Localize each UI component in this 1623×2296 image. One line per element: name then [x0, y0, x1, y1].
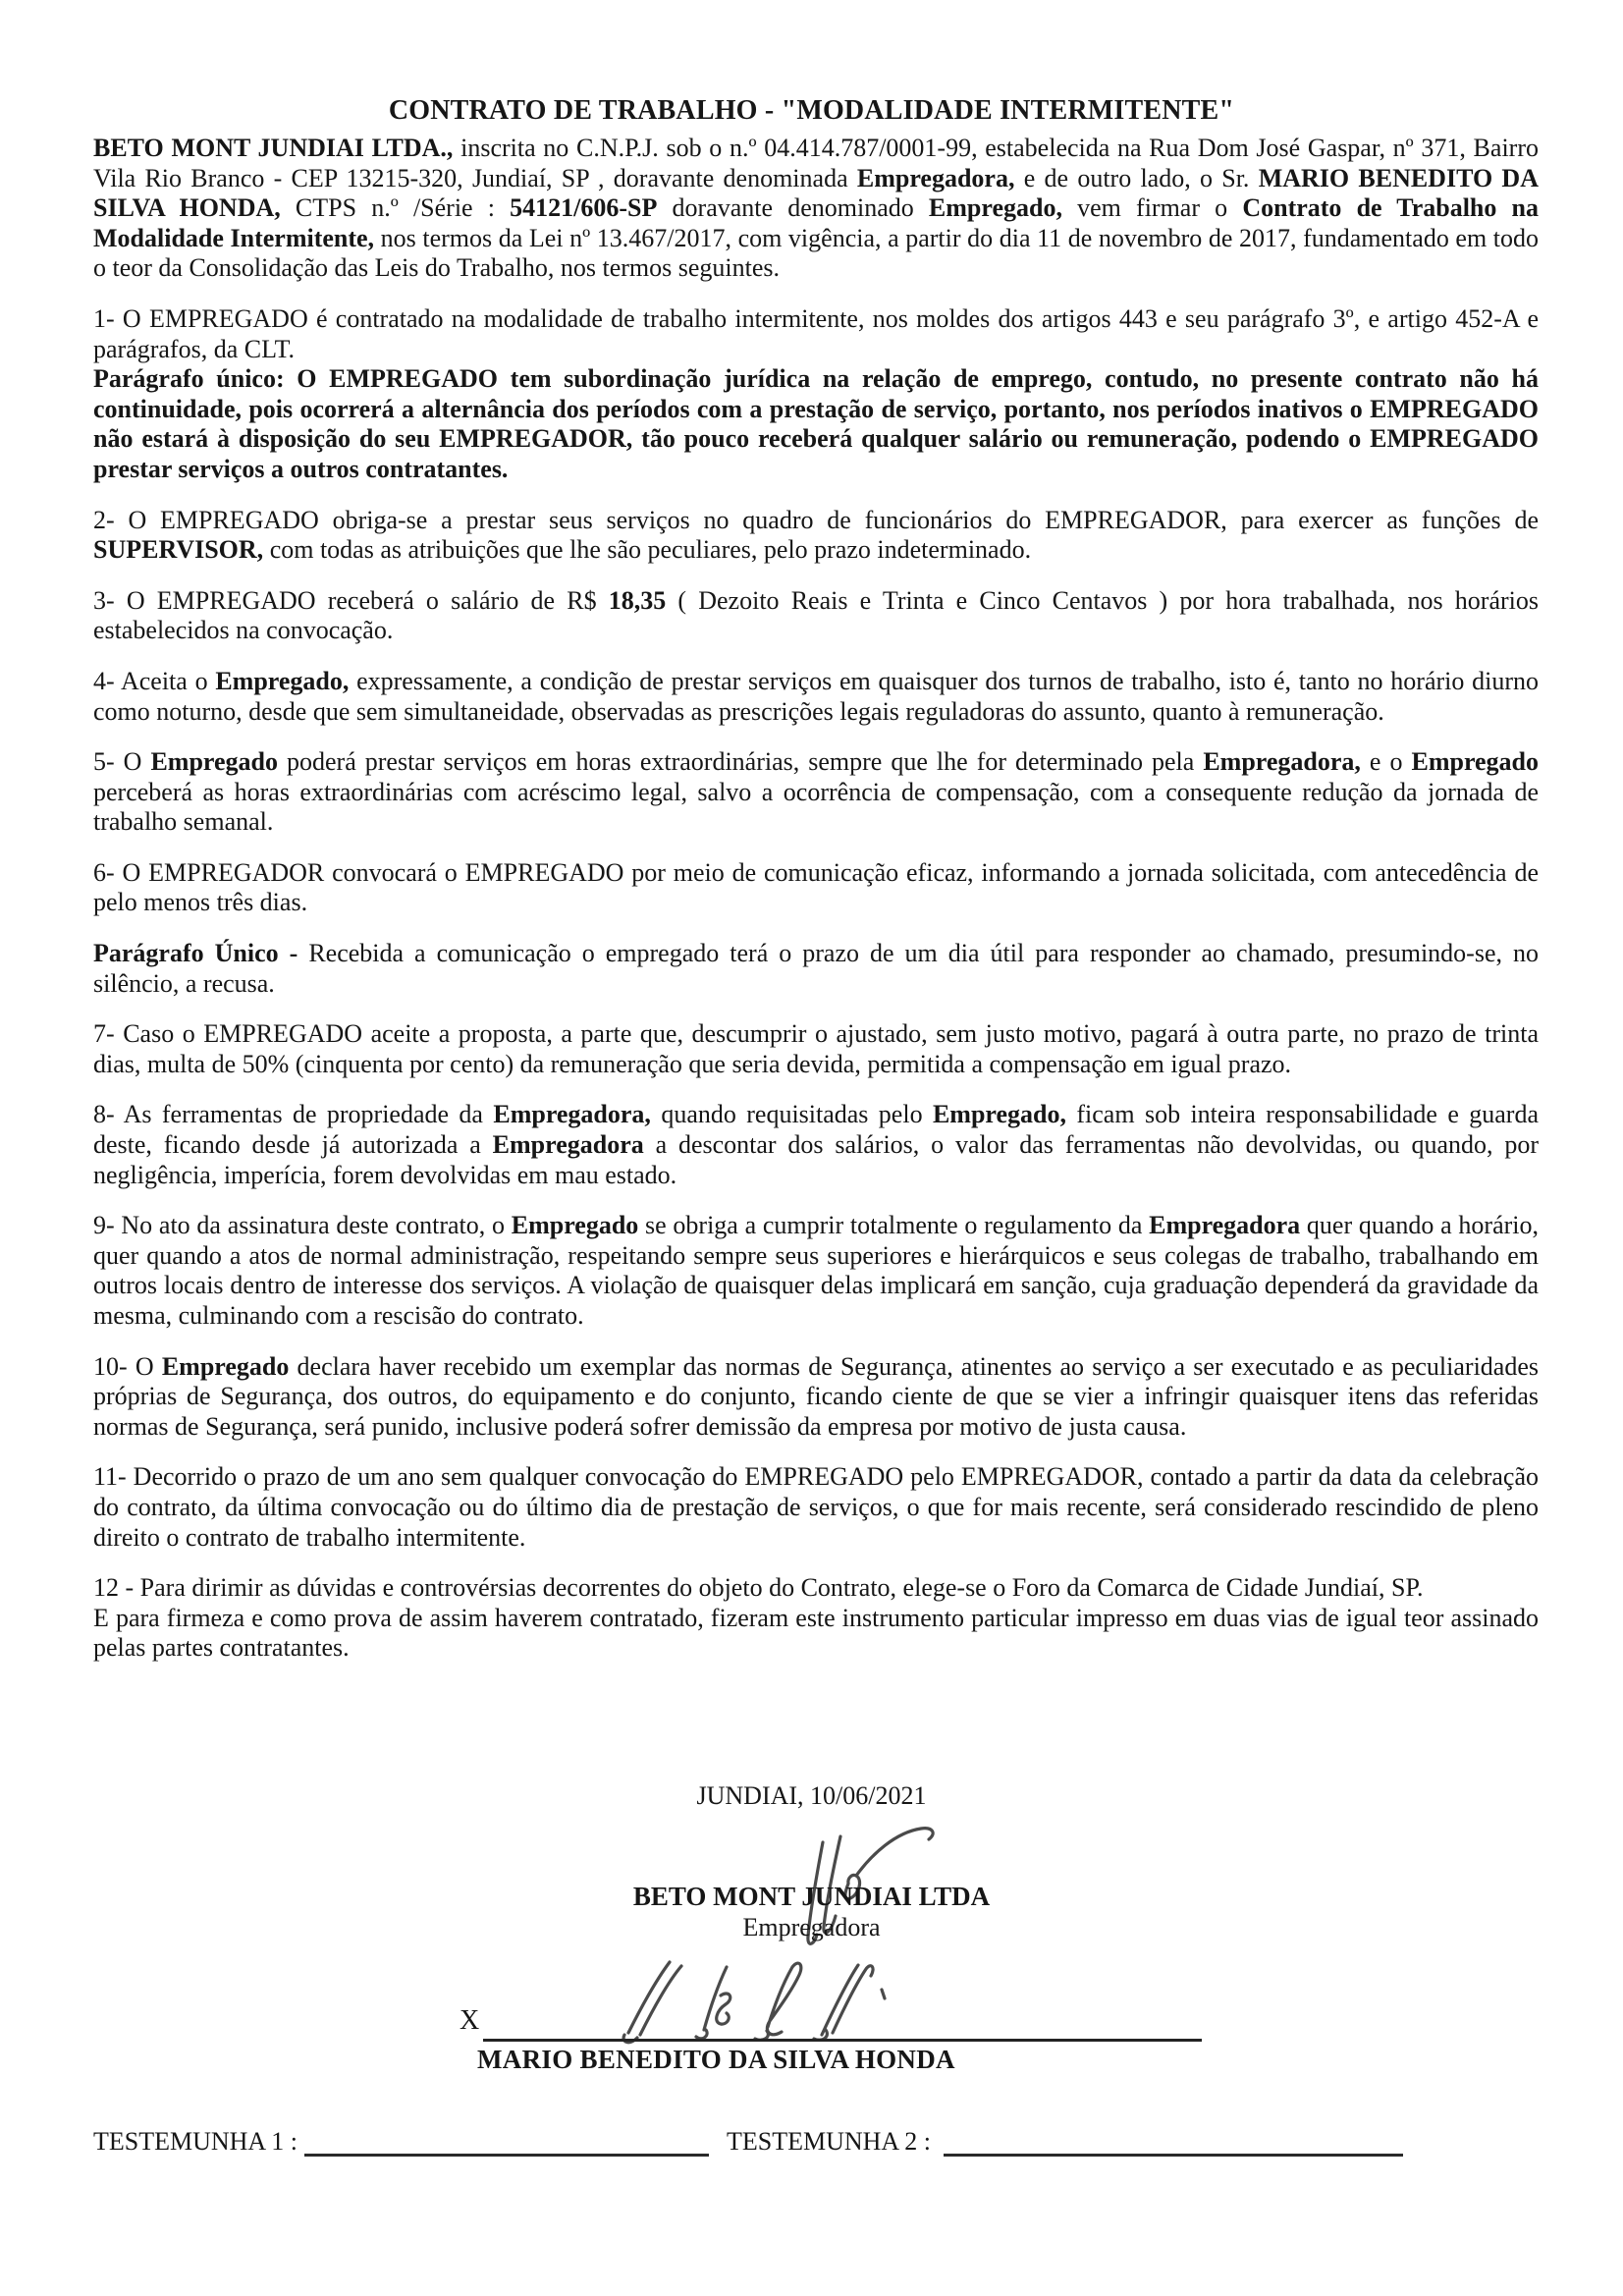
contract-paragraph: 1- O EMPREGADO é contratado na modalidade de trabalho intermitente, nos moldes dos artigos 443 e seu parágrafo 3º, e artigo 452-A e parágrafos, da CLT.	[93, 303, 1539, 363]
document-title: CONTRATO DE TRABALHO - "MODALIDADE INTERMITENTE"	[388, 94, 1235, 126]
contract-paragraph: 3- O EMPREGADO receberá o salário de R$ 18,35 ( Dezoito Reais e Trinta e Cinco Centavos ) por hora trabalhada, nos horários estabelecidos na convocação.	[93, 585, 1539, 645]
contract-paragraph: 4- Aceita o Empregado, expressamente, a condição de prestar serviços em quaisquer dos turnos de trabalho, isto é, tanto no horário diurno como noturno, desde que sem simultaneidade, observadas as prescrições legais reguladoras do assunto, quanto à remuneração.	[93, 666, 1539, 726]
date-line: JUNDIAI, 10/06/2021	[696, 1781, 927, 1810]
witness2-label: TESTEMUNHA 2 :	[727, 2127, 931, 2156]
contract-paragraph: BETO MONT JUNDIAI LTDA., inscrita no C.N.P.J. sob o n.º 04.414.787/0001-99, estabelecida na Rua Dom José Gaspar, nº 371, Bairro Vila Rio Branco - CEP 13215-320, Jundiaí, SP , doravante denominada Empregadora, e de outro lado, o Sr. MARIO BENEDITO DA SILVA HONDA, CTPS n.º /Série : 54121/606-SP doravante denominado Empregado, vem firmar o Contrato de Trabalho na Modalidade Intermitente, nos termos da Lei nº 13.467/2017, com vigência, a partir do dia 11 de novembro de 2017, fundamentado em todo o teor da Consolidação das Leis do Trabalho, nos termos seguintes.	[93, 134, 1540, 283]
employer-name: BETO MONT JUNDIAI LTDA	[632, 1882, 991, 1911]
contract-paragraph: 7- Caso o EMPREGADO aceite a proposta, a parte que, descumprir o ajustado, sem justo motivo, pagará à outra parte, no prazo de trinta dias, multa de 50% (cinquenta por cento) da remuneração que seria devida, permitida a compensação em igual prazo.	[93, 1019, 1539, 1078]
contract-paragraph: 12 - Para dirimir as dúvidas e controvérsias decorrentes do objeto do Contrato, elege-se o Foro da Comarca de Cidade Jundiaí, SP.	[93, 1573, 1424, 1603]
contract-paragraph: Parágrafo único: O EMPREGADO tem subordinação jurídica na relação de emprego, contudo, no presente contrato não há continuidade, pois ocorrerá a alternância dos períodos com a prestação de serviço, portanto, nos períodos inativos o EMPREGADO não estará à disposição do seu EMPREGADOR, tão pouco receberá qualquer salário ou remuneração, podendo o EMPREGADO prestar serviços a outros contratantes.	[93, 364, 1539, 483]
employee-name: MARIO BENEDITO DA SILVA HONDA	[477, 2045, 955, 2074]
contract-paragraph: 5- O Empregado poderá prestar serviços em horas extraordinárias, sempre que lhe for determinado pela Empregadora, e o Empregado perceberá as horas extraordinárias com acréscimo legal, salvo a ocorrência de compensação, com a consequente redução da jornada de trabalho semanal.	[93, 747, 1540, 837]
contract-paragraph: Parágrafo Único - Recebida a comunicação o empregado terá o prazo de um dia útil para responder ao chamado, presumindo-se, no silêncio, a recusa.	[93, 939, 1540, 998]
employer-role-label: Empregadora	[742, 1913, 881, 1941]
contract-paragraph: 2- O EMPREGADO obriga-se a prestar seus serviços no quadro de funcionários do EMPREGADOR, para exercer as funções de SUPERVISOR, com todas as atribuições que lhe são peculiares, pelo prazo indeterminado.	[93, 505, 1539, 565]
contract-paragraph: 9- No ato da assinatura deste contrato, o Empregado se obriga a cumprir totalmente o regulamento da Empregadora quer quando a horário, quer quando a atos de normal administração, respeitando sempre seus superiores e hierárquicos e seus colegas de trabalho, trabalhando em outros locais dentro de interesse dos serviços. A violação de quaisquer delas implicará em sanção, cuja graduação dependerá da gravidade da mesma, culminando com a rescisão do contrato.	[93, 1211, 1540, 1330]
witness2-signature-line	[944, 2154, 1403, 2157]
contract-paragraph: 11- Decorrido o prazo de um ano sem qualquer convocação do EMPREGADO pelo EMPREGADOR, contado a partir da data da celebração do contrato, da última convocação ou do último dia de prestação de serviços, o que for mais recente, será considerado rescindido de pleno direito o contrato de trabalho intermitente.	[93, 1462, 1539, 1552]
contract-paragraph: E para firmeza e como prova de assim haverem contratado, fizeram este instrumento particular impresso em duas vias de igual teor assinado pelas partes contratantes.	[93, 1603, 1539, 1663]
contract-body	[93, 134, 1539, 1664]
employee-signature-line	[483, 2039, 1202, 2042]
witness1-signature-line	[304, 2154, 709, 2157]
employee-signature-x-mark: X	[460, 2005, 480, 2036]
employee-signature-ink	[611, 1954, 891, 2052]
contract-paragraph: 10- O Empregado declara haver recebido um exemplar das normas de Segurança, atinentes ao serviço a ser executado e as peculiaridades próprias de Segurança, dos outros, do equipamento e do conjunto, ficando ciente de que se vier a infringir quaisquer itens das referidas normas de Segurança, será punido, inclusive poderá sofrer demissão da empresa por motivo de justa causa.	[93, 1351, 1539, 1441]
witness1-label: TESTEMUNHA 1 :	[93, 2127, 298, 2156]
contract-paragraph: 6- O EMPREGADOR convocará o EMPREGADO por meio de comunicação eficaz, informando a jornada solicitada, com antecedência de pelo menos três dias.	[93, 857, 1539, 917]
contract-paragraph: 8- As ferramentas de propriedade da Empregadora, quando requisitadas pelo Empregado, ficam sob inteira responsabilidade e guarda deste, ficando desde já autorizada a Empregadora a descontar dos salários, o valor das ferramentas não devolvidas, ou quando, por negligência, imperícia, forem devolvidas em mau estado.	[93, 1100, 1540, 1189]
